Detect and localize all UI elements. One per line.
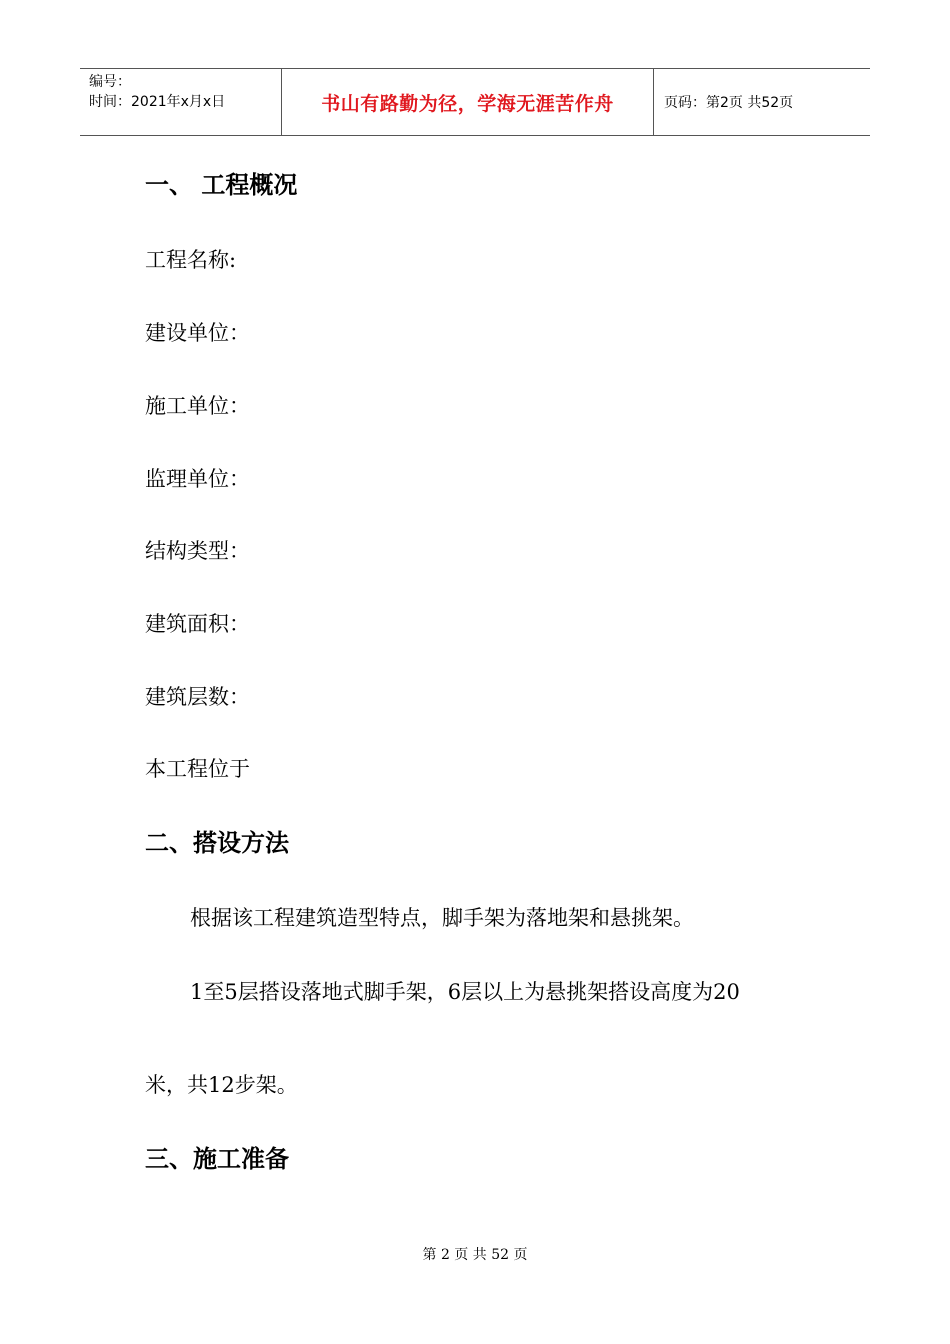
section-3-heading: 三、施工准备 xyxy=(145,1145,289,1173)
building-area-field: 建筑面积： xyxy=(145,612,250,636)
header-page-info: 页码：第2页 共52页 xyxy=(664,95,794,111)
document-header xyxy=(80,68,870,136)
method-paragraph-1: 根据该工程建筑造型特点，脚手架为落地架和悬挑架。 xyxy=(190,906,694,930)
section-2-heading: 二、搭设方法 xyxy=(145,829,289,857)
structure-type-field: 结构类型： xyxy=(145,539,250,563)
project-name-field: 工程名称: xyxy=(145,248,237,272)
document-number-label: 编号： xyxy=(89,74,131,90)
header-motto: 书山有路勤为径，学海无涯苦作舟 xyxy=(282,69,654,135)
document-time-label: 时间：2021年x月x日 xyxy=(89,94,226,110)
method-paragraph-2: 1至5层搭设落地式脚手架，6层以上为悬挑架搭设高度为20 xyxy=(190,980,740,1004)
project-location-field: 本工程位于 xyxy=(145,757,250,781)
method-paragraph-2-continued: 米，共12步架。 xyxy=(145,1073,298,1097)
construction-owner-field: 建设单位： xyxy=(145,321,250,345)
page-footer: 第 2 页 共 52 页 xyxy=(422,1247,528,1263)
header-meta-cell xyxy=(80,69,282,135)
section-1-heading: 一、 工程概况 xyxy=(145,171,298,199)
contractor-field: 施工单位： xyxy=(145,394,250,418)
supervisor-field: 监理单位： xyxy=(145,467,250,491)
building-floors-field: 建筑层数： xyxy=(145,685,250,709)
